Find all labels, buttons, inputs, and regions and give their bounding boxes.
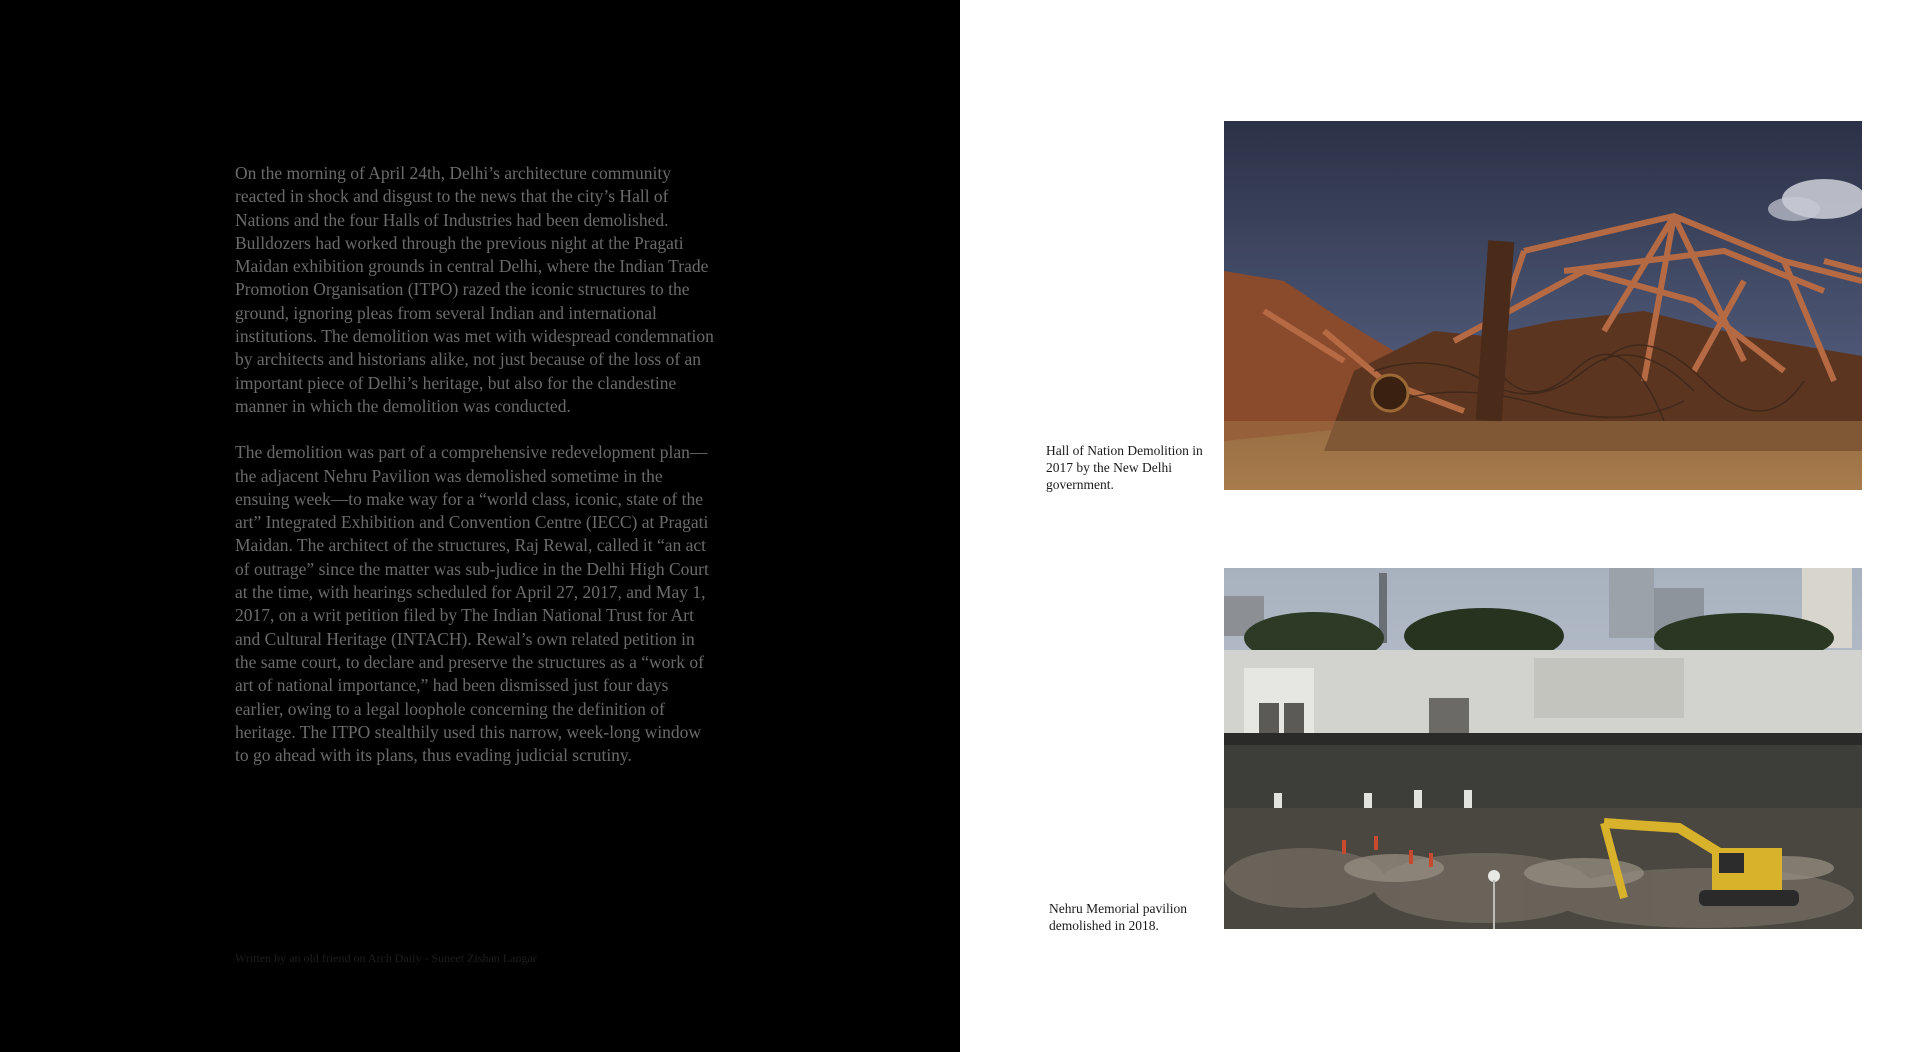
author-credit: Written by an old friend on Arch Daily - Suneet Zishan Langar xyxy=(235,951,537,965)
caption-nehru-pavilion: Nehru Memorial pavilion demolished in 2018. xyxy=(1049,901,1187,933)
caption-hall-of-nations: Hall of Nation Demolition in 2017 by the New Delhi government. xyxy=(1046,443,1203,492)
essay-paragraph-1: On the morning of April 24th, Delhi’s architecture community reacted in shock and disgust to the news that the city’s Hall of Nations and the four Halls of Industries had been demolished. Bulldozers had worked through the previous night at the Pragati Maidan exhibition grounds in central Delhi, where the Indian Trade Promotion Organisation (ITPO) razed the iconic structures to the ground, ignoring pleas from several Indian and international institutions. The demolition was met with widespread condemnation by architects and historians alike, not just because of the loss of an important piece of Delhi’s heritage, but also for the clandestine manner in which the demolition was conducted. xyxy=(235,163,714,416)
essay-paragraph-2: The demolition was part of a comprehensive redevelopment plan—the adjacent Nehru Pavilion was demolished sometime in the ensuing week—to make way for a “world class, iconic, state of the art” Integrated Exhibition and Convention Centre (IECC) at Pragati Maidan. The architect of the structures, Raj Rewal, called it “an act of outrage” since the matter was sub-judice in the Delhi High Court at the time, with hearings scheduled for April 27, 2017, and May 1, 2017, on a writ petition filed by The Indian National Trust for Art and Cultural Heritage (INTACH). Rewal’s own related petition in the same court, to declare and preserve the structures as a “work of art of national importance,” had been dismissed just four days earlier, owing to a legal loophole concerning the definition of heritage. The ITPO stealthily used this narrow, week-long window to go ahead with its plans, thus evading judicial scrutiny. xyxy=(235,442,709,766)
hall-of-nations-photo xyxy=(1224,121,1862,490)
nehru-pavilion-photo xyxy=(1224,568,1862,929)
essay-text xyxy=(235,162,715,790)
